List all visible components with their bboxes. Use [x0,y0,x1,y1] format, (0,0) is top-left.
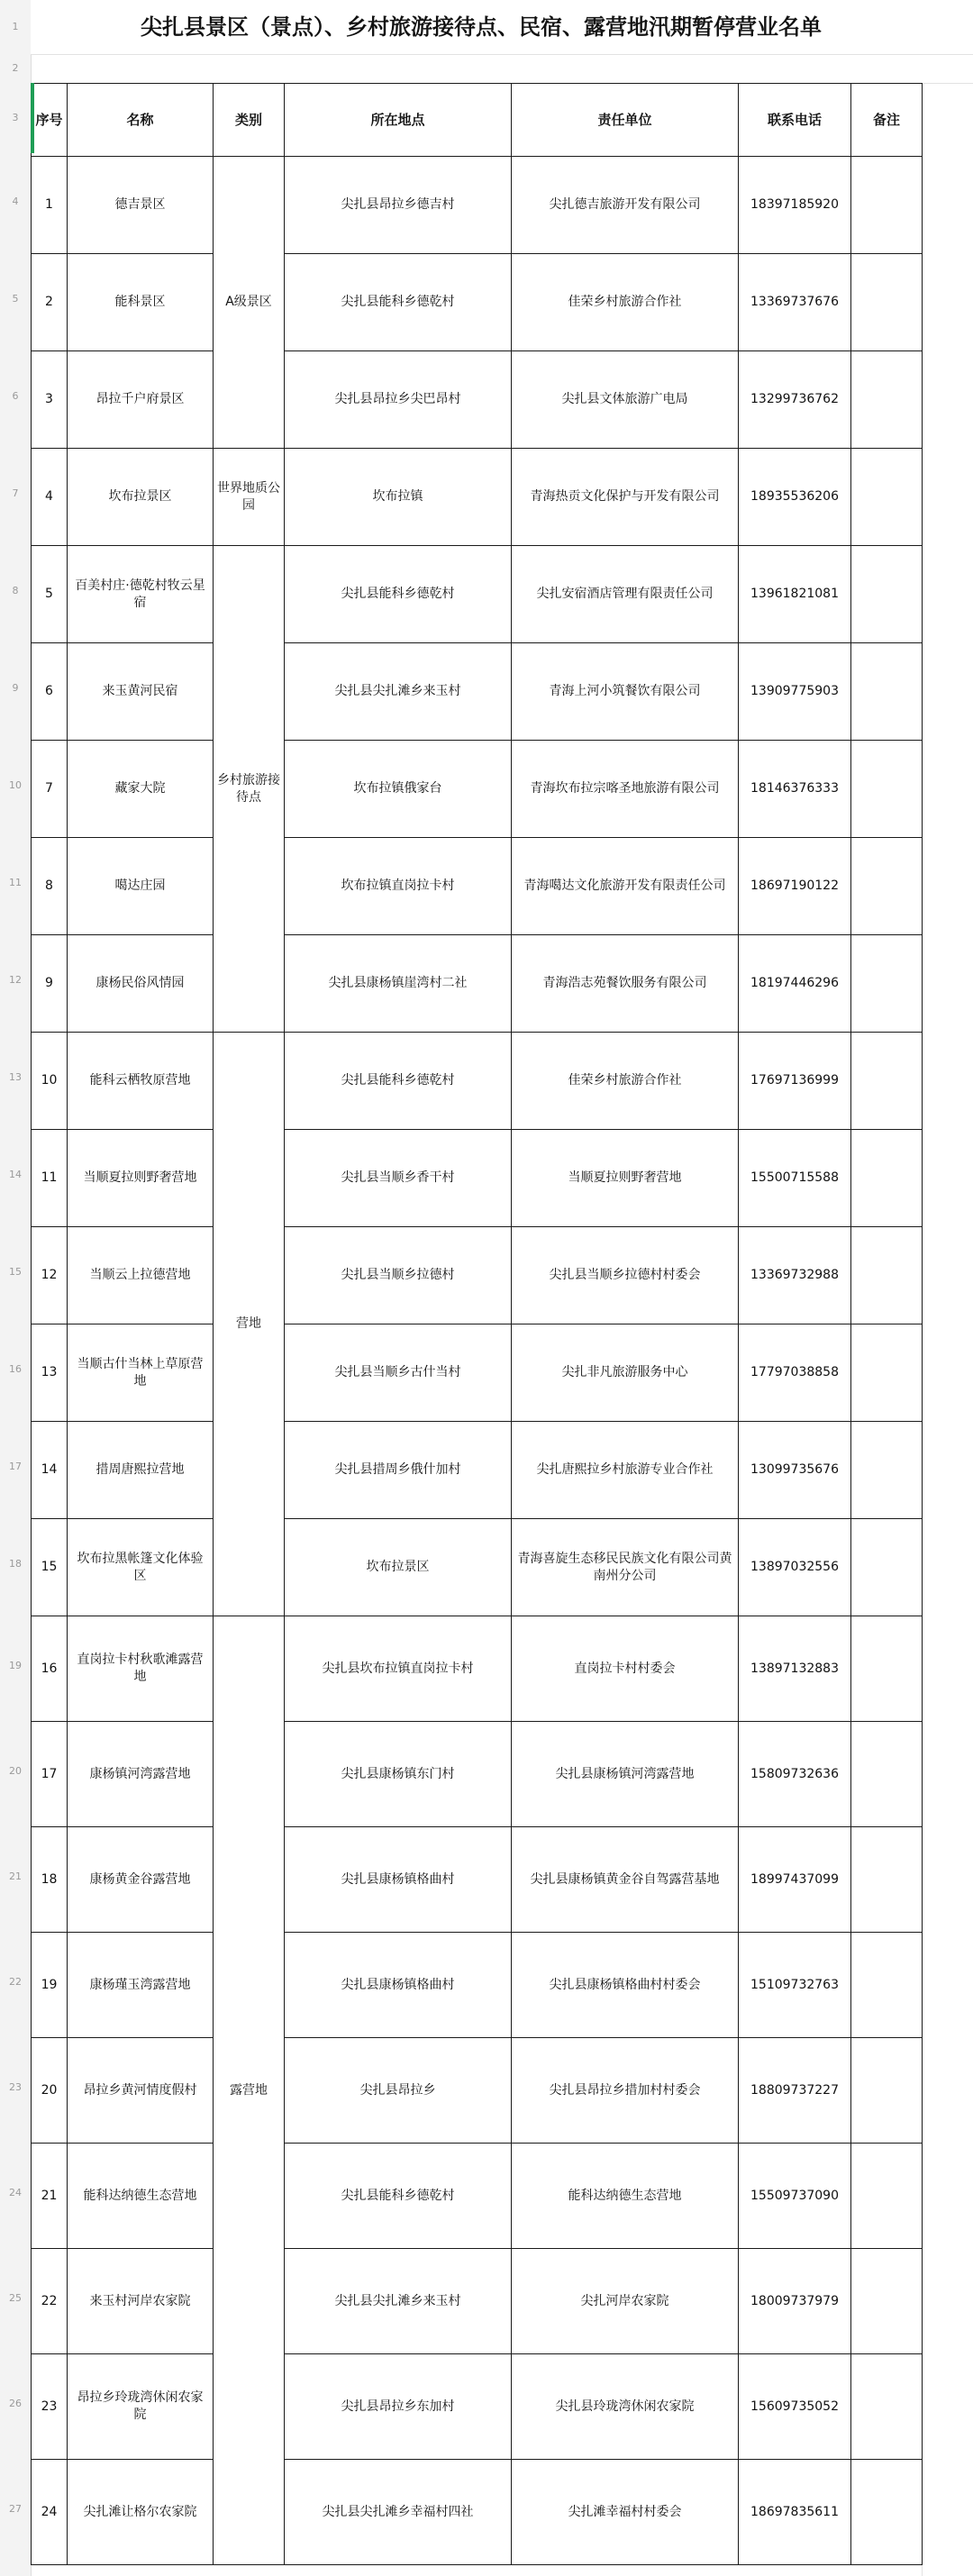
table-row [32,157,923,254]
cell-name[interactable]: 坎布拉景区 [68,449,214,546]
row-number[interactable]: 3 [12,112,19,123]
cell-phone[interactable]: 18197446296 [739,935,851,1033]
row-number[interactable]: 19 [9,1659,22,1671]
row-number[interactable]: 17 [9,1461,22,1472]
cell-location[interactable]: 尖扎县昂拉乡东加村 [285,2354,512,2460]
cell-unit[interactable]: 尖扎县文体旅游广电局 [512,351,739,449]
row-number[interactable]: 2 [12,62,19,74]
row-number[interactable]: 7 [12,487,19,499]
row-number[interactable]: 22 [9,1975,22,1988]
table-row [32,838,923,935]
cell-name[interactable]: 昂拉乡黄河情度假村 [68,2038,214,2144]
table-row [32,351,923,449]
header-unit[interactable]: 责任单位 [512,84,739,157]
cell-no[interactable]: 4 [32,449,68,546]
row-number[interactable]: 27 [9,2502,22,2515]
cell-no[interactable]: 9 [32,935,68,1033]
cell-phone[interactable]: 15609735052 [739,2354,851,2460]
table-row [32,1033,923,1130]
cell-unit[interactable]: 青海热贡文化保护与开发有限公司 [512,449,739,546]
row-number[interactable]: 20 [9,1764,22,1777]
cell-unit[interactable]: 佳荣乡村旅游合作社 [512,254,739,351]
cell-category[interactable]: 露营地 [214,1616,285,2565]
row-number[interactable]: 4 [12,196,19,207]
cell-name[interactable]: 直岗拉卡村秋歌滩露营地 [68,1616,214,1722]
cell-unit[interactable]: 尖扎县当顺乡拉德村村委会 [512,1227,739,1324]
cell-phone[interactable]: 18146376333 [739,741,851,838]
cell-unit[interactable]: 尖扎滩幸福村村委会 [512,2460,739,2565]
cell-phone[interactable]: 13897032556 [739,1519,851,1616]
empty-column[interactable] [922,83,973,2576]
cell-phone[interactable]: 15500715588 [739,1130,851,1227]
cell-note[interactable] [851,935,923,1033]
cell-location[interactable]: 尖扎县尖扎滩乡幸福村四社 [285,2460,512,2565]
cell-location[interactable]: 尖扎县当顺乡古什当村 [285,1324,512,1422]
table-row [32,1616,923,1722]
selection-marker [31,83,34,153]
cell-location[interactable]: 坎布拉镇俄家台 [285,741,512,838]
cell-phone[interactable]: 15109732763 [739,1933,851,2038]
row-number-column [0,0,32,2576]
cell-name[interactable]: 藏家大院 [68,741,214,838]
cell-phone[interactable]: 18009737979 [739,2249,851,2354]
cell-no[interactable]: 1 [32,157,68,254]
cell-category[interactable]: 乡村旅游接待点 [214,546,285,1033]
cell-phone[interactable]: 17797038858 [739,1324,851,1422]
cell-unit[interactable]: 尖扎县昂拉乡措加村村委会 [512,2038,739,2144]
cell-no[interactable]: 7 [32,741,68,838]
cell-location[interactable]: 尖扎县措周乡俄什加村 [285,1422,512,1519]
row-number[interactable]: 5 [12,293,19,305]
cell-note[interactable] [851,1324,923,1422]
cell-note[interactable] [851,2460,923,2565]
row-number[interactable]: 9 [12,682,19,694]
cell-no[interactable]: 5 [32,546,68,643]
cell-location[interactable]: 尖扎县当顺乡香干村 [285,1130,512,1227]
row-number[interactable]: 15 [9,1266,22,1278]
cell-note[interactable] [851,546,923,643]
cell-unit[interactable]: 尖扎非凡旅游服务中心 [512,1324,739,1422]
cell-name[interactable]: 当顺云上拉德营地 [68,1227,214,1324]
cell-note[interactable] [851,1722,923,1827]
cell-unit[interactable]: 尖扎县玲珑湾休闲农家院 [512,2354,739,2460]
cell-no[interactable]: 12 [32,1227,68,1324]
cell-note[interactable] [851,2354,923,2460]
cell-unit[interactable]: 尖扎县康杨镇黄金谷自驾露营基地 [512,1827,739,1933]
cell-name[interactable]: 噶达庄园 [68,838,214,935]
row-number[interactable]: 23 [9,2080,22,2093]
header-location[interactable]: 所在地点 [285,84,512,157]
cell-note[interactable] [851,1933,923,2038]
table-row [32,1827,923,1933]
table-row [32,1130,923,1227]
cell-name[interactable]: 坎布拉黑帐篷文化体验区 [68,1519,214,1616]
cell-no[interactable]: 18 [32,1827,68,1933]
cell-note[interactable] [851,1033,923,1130]
row-number[interactable]: 10 [9,779,22,791]
cell-name[interactable]: 能科云栖牧原营地 [68,1033,214,1130]
row-number[interactable]: 13 [9,1071,22,1083]
header-name[interactable]: 名称 [68,84,214,157]
cell-no[interactable]: 6 [32,643,68,741]
cell-no[interactable]: 22 [32,2249,68,2354]
table-row [32,1519,923,1616]
cell-name[interactable]: 百美村庄·德乾村牧云星宿 [68,546,214,643]
cell-location[interactable]: 尖扎县能科乡德乾村 [285,254,512,351]
cell-no[interactable]: 2 [32,254,68,351]
cell-note[interactable] [851,2249,923,2354]
table-row [32,2354,923,2460]
table-row [32,643,923,741]
cell-no[interactable]: 14 [32,1422,68,1519]
cell-no[interactable]: 21 [32,2144,68,2249]
table-row [32,2038,923,2144]
cell-location[interactable]: 尖扎县康杨镇格曲村 [285,1933,512,2038]
cell-unit[interactable]: 尖扎唐熙拉乡村旅游专业合作社 [512,1422,739,1519]
cell-note[interactable] [851,1827,923,1933]
cell-name[interactable]: 能科景区 [68,254,214,351]
row-number[interactable]: 21 [9,1870,22,1882]
cell-note[interactable] [851,254,923,351]
table-row [32,1324,923,1422]
row-number[interactable]: 24 [9,2186,22,2198]
cell-location[interactable]: 坎布拉镇直岗拉卡村 [285,838,512,935]
cell-location[interactable]: 尖扎县康杨镇东门村 [285,1722,512,1827]
table-row [32,2144,923,2249]
cell-phone[interactable]: 18809737227 [739,2038,851,2144]
cell-name[interactable]: 康杨黄金谷露营地 [68,1827,214,1933]
cell-location[interactable]: 尖扎县昂拉乡 [285,2038,512,2144]
sheet-title: 尖扎县景区（景点）、乡村旅游接待点、民宿、露营地汛期暂停营业名单 [141,14,822,40]
cell-name[interactable]: 来玉黄河民宿 [68,643,214,741]
cell-location[interactable]: 坎布拉镇 [285,449,512,546]
cell-unit[interactable]: 尖扎县康杨镇格曲村村委会 [512,1933,739,2038]
cell-no[interactable]: 10 [32,1033,68,1130]
cell-phone[interactable]: 18697835611 [739,2460,851,2565]
cell-unit[interactable]: 青海喜旋生态移民民族文化有限公司黄南州分公司 [512,1519,739,1616]
cell-note[interactable] [851,449,923,546]
cell-unit[interactable]: 当顺夏拉则野奢营地 [512,1130,739,1227]
table-row [32,1422,923,1519]
cell-name[interactable]: 康杨瑾玉湾露营地 [68,1933,214,2038]
cell-phone[interactable]: 13369732988 [739,1227,851,1324]
cell-name[interactable]: 康杨镇河湾露营地 [68,1722,214,1827]
empty-row[interactable] [31,54,973,84]
cell-phone[interactable]: 13299736762 [739,351,851,449]
cell-location[interactable]: 尖扎县昂拉乡尖巴昂村 [285,351,512,449]
cell-category[interactable]: 营地 [214,1033,285,1616]
table-row [32,741,923,838]
cell-unit[interactable]: 青海噶达文化旅游开发有限责任公司 [512,838,739,935]
cell-name[interactable]: 当顺古什当林上草原营地 [68,1324,214,1422]
cell-note[interactable] [851,1422,923,1519]
cell-location[interactable]: 尖扎县能科乡德乾村 [285,2144,512,2249]
cell-note[interactable] [851,1227,923,1324]
cell-phone[interactable]: 18697190122 [739,838,851,935]
cell-location[interactable]: 尖扎县尖扎滩乡来玉村 [285,643,512,741]
cell-unit[interactable]: 青海浩志苑餐饮服务有限公司 [512,935,739,1033]
cell-unit[interactable]: 尖扎安宿酒店管理有限责任公司 [512,546,739,643]
cell-name[interactable]: 措周唐熙拉营地 [68,1422,214,1519]
cell-name[interactable]: 昂拉千户府景区 [68,351,214,449]
row-number[interactable]: 6 [12,390,19,402]
header-phone[interactable]: 联系电话 [739,84,851,157]
row-number[interactable]: 14 [9,1169,22,1180]
cell-location[interactable]: 尖扎县能科乡德乾村 [285,1033,512,1130]
cell-phone[interactable]: 17697136999 [739,1033,851,1130]
row-number[interactable]: 8 [12,585,19,596]
cell-name[interactable]: 德吉景区 [68,157,214,254]
table-row [32,1722,923,1827]
cell-no[interactable]: 8 [32,838,68,935]
cell-note[interactable] [851,1616,923,1722]
row-number[interactable]: 26 [9,2397,22,2409]
header-no[interactable]: 序号 [32,84,68,157]
cell-category[interactable]: 世界地质公园 [214,449,285,546]
cell-unit[interactable]: 尖扎河岸农家院 [512,2249,739,2354]
row-number[interactable]: 16 [9,1363,22,1375]
row-number[interactable]: 12 [9,974,22,986]
cell-location[interactable]: 尖扎县康杨镇格曲村 [285,1827,512,1933]
cell-no[interactable]: 3 [32,351,68,449]
cell-name[interactable]: 昂拉乡玲珑湾休闲农家院 [68,2354,214,2460]
cell-location[interactable]: 尖扎县当顺乡拉德村 [285,1227,512,1324]
header-note[interactable]: 备注 [851,84,923,157]
cell-unit[interactable]: 尖扎德吉旅游开发有限公司 [512,157,739,254]
cell-note[interactable] [851,2038,923,2144]
cell-no[interactable]: 11 [32,1130,68,1227]
cell-location[interactable]: 尖扎县尖扎滩乡来玉村 [285,2249,512,2354]
table-row [32,2460,923,2565]
cell-phone[interactable]: 18397185920 [739,157,851,254]
cell-unit[interactable]: 佳荣乡村旅游合作社 [512,1033,739,1130]
cell-no[interactable]: 19 [32,1933,68,2038]
table-row [32,935,923,1033]
cell-note[interactable] [851,838,923,935]
cell-phone[interactable]: 13099735676 [739,1422,851,1519]
cell-name[interactable]: 康杨民俗风情园 [68,935,214,1033]
cell-no[interactable]: 13 [32,1324,68,1422]
cell-note[interactable] [851,643,923,741]
cell-note[interactable] [851,1130,923,1227]
cell-name[interactable]: 能科达纳德生态营地 [68,2144,214,2249]
listing-table [31,83,923,2565]
cell-phone[interactable]: 13909775903 [739,643,851,741]
cell-location[interactable]: 尖扎县康杨镇崖湾村二社 [285,935,512,1033]
table-row [32,546,923,643]
cell-name[interactable]: 尖扎滩让格尔农家院 [68,2460,214,2565]
row-number[interactable]: 18 [9,1558,22,1570]
cell-name[interactable]: 来玉村河岸农家院 [68,2249,214,2354]
cell-unit[interactable]: 尖扎县康杨镇河湾露营地 [512,1722,739,1827]
cell-phone[interactable]: 15509737090 [739,2144,851,2249]
cell-location[interactable]: 尖扎县坎布拉镇直岗拉卡村 [285,1616,512,1722]
cell-no[interactable]: 17 [32,1722,68,1827]
cell-phone[interactable]: 15809732636 [739,1722,851,1827]
cell-no[interactable]: 15 [32,1519,68,1616]
cell-no[interactable]: 23 [32,2354,68,2460]
cell-unit[interactable]: 青海坎布拉宗喀圣地旅游有限公司 [512,741,739,838]
cell-phone[interactable]: 13961821081 [739,546,851,643]
table-row [32,449,923,546]
cell-unit[interactable]: 直岗拉卡村村委会 [512,1616,739,1722]
header-row [32,84,923,157]
table-row [32,1933,923,2038]
cell-phone[interactable]: 18997437099 [739,1827,851,1933]
header-category[interactable]: 类别 [214,84,285,157]
row-number[interactable]: 25 [9,2291,22,2304]
cell-location[interactable]: 尖扎县昂拉乡德吉村 [285,157,512,254]
cell-no[interactable]: 24 [32,2460,68,2565]
cell-phone[interactable]: 18935536206 [739,449,851,546]
cell-phone[interactable]: 13897132883 [739,1616,851,1722]
cell-location[interactable]: 坎布拉景区 [285,1519,512,1616]
cell-note[interactable] [851,157,923,254]
cell-note[interactable] [851,2144,923,2249]
table-row [32,2249,923,2354]
cell-unit[interactable]: 青海上河小筑餐饮有限公司 [512,643,739,741]
cell-note[interactable] [851,1519,923,1616]
cell-note[interactable] [851,351,923,449]
row-number[interactable]: 11 [9,877,22,888]
cell-note[interactable] [851,741,923,838]
cell-phone[interactable]: 13369737676 [739,254,851,351]
cell-unit[interactable]: 能科达纳德生态营地 [512,2144,739,2249]
row-number[interactable]: 1 [12,21,19,32]
cell-name[interactable]: 当顺夏拉则野奢营地 [68,1130,214,1227]
table-row [32,1227,923,1324]
cell-category[interactable]: A级景区 [214,157,285,449]
cell-location[interactable]: 尖扎县能科乡德乾村 [285,546,512,643]
cell-no[interactable]: 20 [32,2038,68,2144]
cell-no[interactable]: 16 [32,1616,68,1722]
table-row [32,254,923,351]
